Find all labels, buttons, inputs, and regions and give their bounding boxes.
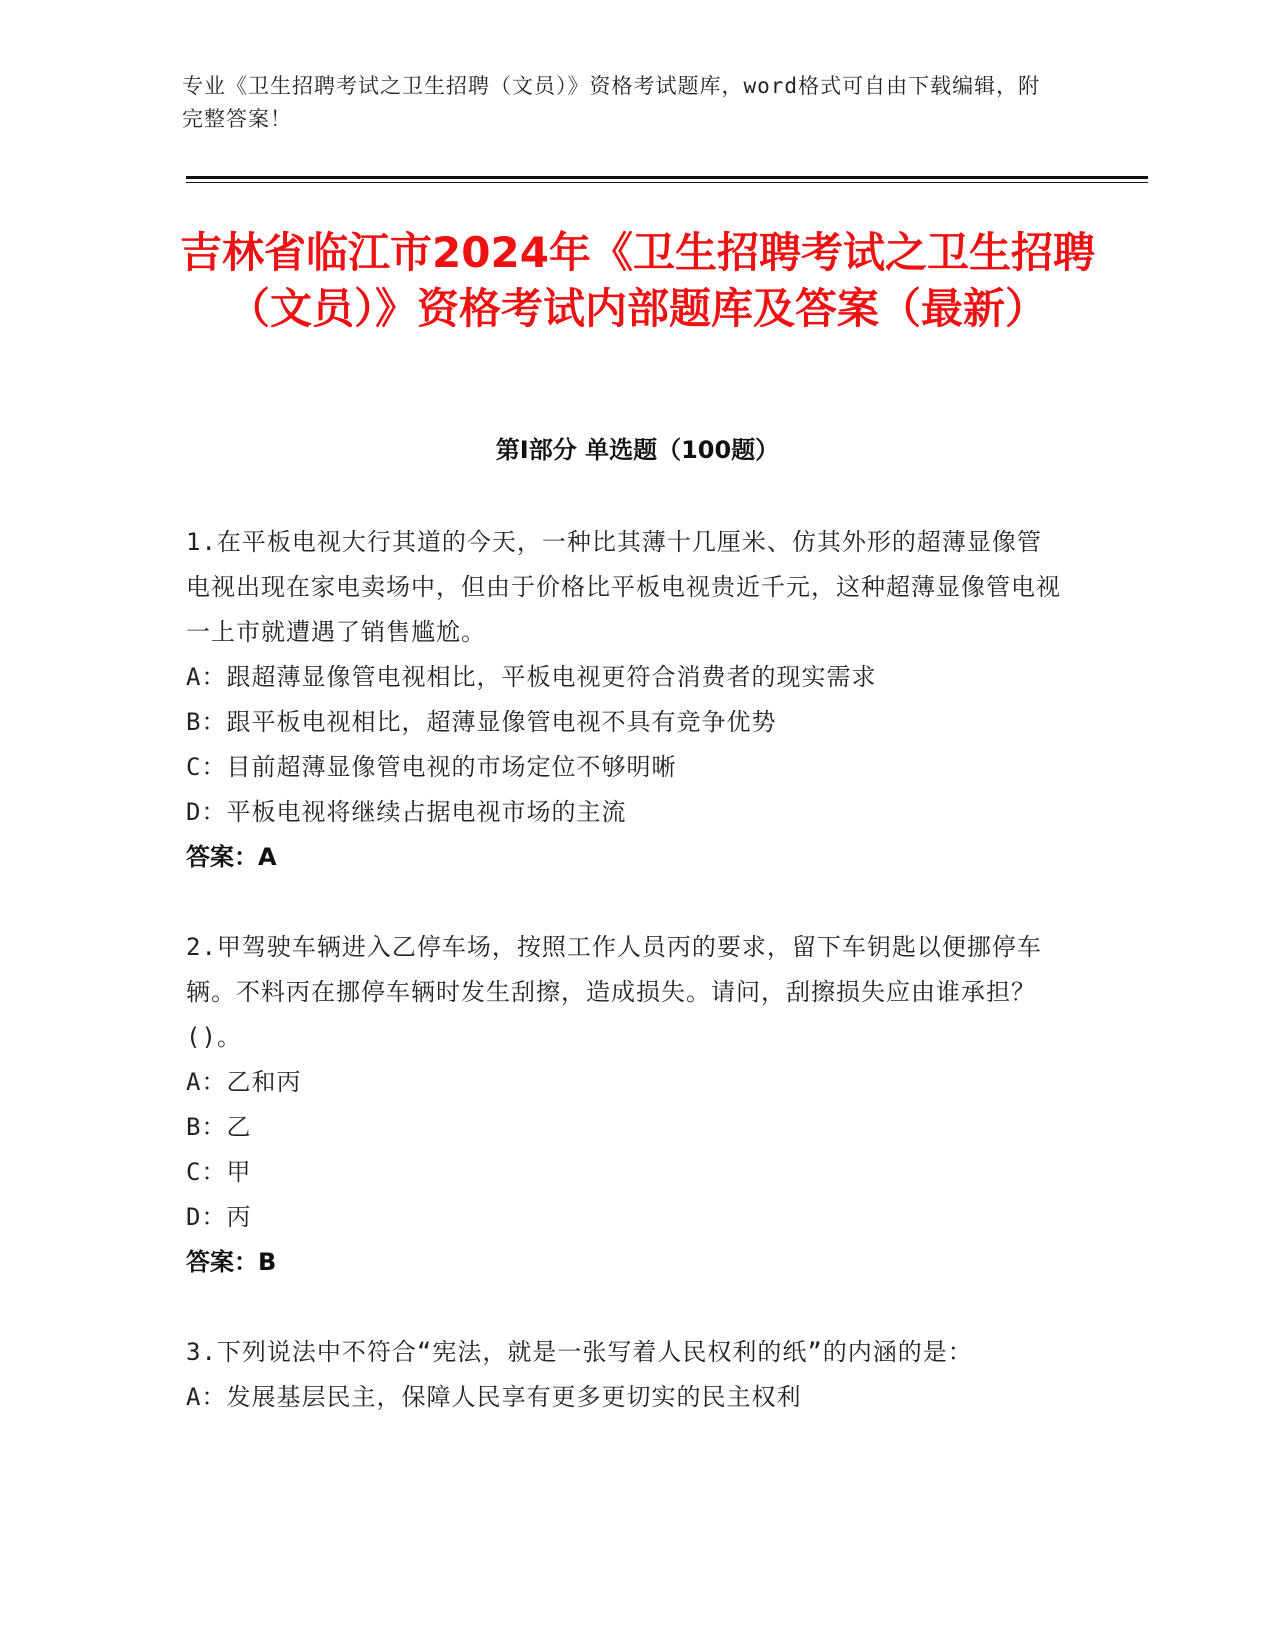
answer: 答案：B <box>186 1248 277 1276</box>
option-c: C：目前超薄显像管电视的市场定位不够明晰 <box>186 753 677 781</box>
option-a: A：发展基层民主，保障人民享有更多更切实的民主权利 <box>186 1383 802 1411</box>
option-a: A：乙和丙 <box>186 1068 302 1096</box>
header-note: 专业《卫生招聘考试之卫生招聘（文员）》资格考试题库，word格式可自由下载编辑，附完整答案！ <box>182 74 1041 131</box>
header-divider-thin <box>186 182 1148 183</box>
option-d: D：丙 <box>186 1203 252 1231</box>
option-b: B：乙 <box>186 1113 252 1141</box>
option-d: D：平板电视将继续占据电视市场的主流 <box>186 798 627 826</box>
option-b: B：跟平板电视相比，超薄显像管电视不具有竞争优势 <box>186 708 777 736</box>
question-stem: 2.甲驾驶车辆进入乙停车场，按照工作人员丙的要求，留下车钥匙以便挪停车辆。不料丙在挪停车辆时发生刮擦，造成损失。请问，刮擦损失应由谁承担？()。 <box>186 933 1042 1051</box>
answer: 答案：A <box>186 843 277 871</box>
document-title: 吉林省临江市2024年《卫生招聘考试之卫生招聘（文员）》资格考试内部题库及答案（最新） <box>180 228 1095 333</box>
question-list <box>186 520 1066 1465</box>
question-stem: 1.在平板电视大行其道的今天，一种比其薄十几厘米、仿其外形的超薄显像管电视出现在家电卖场中，但由于价格比平板电视贵近千元，这种超薄显像管电视一上市就遭遇了销售尴尬。 <box>186 528 1061 646</box>
option-c: C：甲 <box>186 1158 252 1186</box>
question-2 <box>186 925 1066 1285</box>
question-1 <box>186 520 1066 880</box>
question-stem: 3.下列说法中不符合“宪法，就是一张写着人民权利的纸”的内涵的是： <box>186 1338 973 1366</box>
header-divider-thick <box>186 176 1148 179</box>
section-heading: 第I部分 单选题（100题） <box>495 436 780 464</box>
option-a: A：跟超薄显像管电视相比，平板电视更符合消费者的现实需求 <box>186 663 877 691</box>
question-3 <box>186 1330 1066 1420</box>
